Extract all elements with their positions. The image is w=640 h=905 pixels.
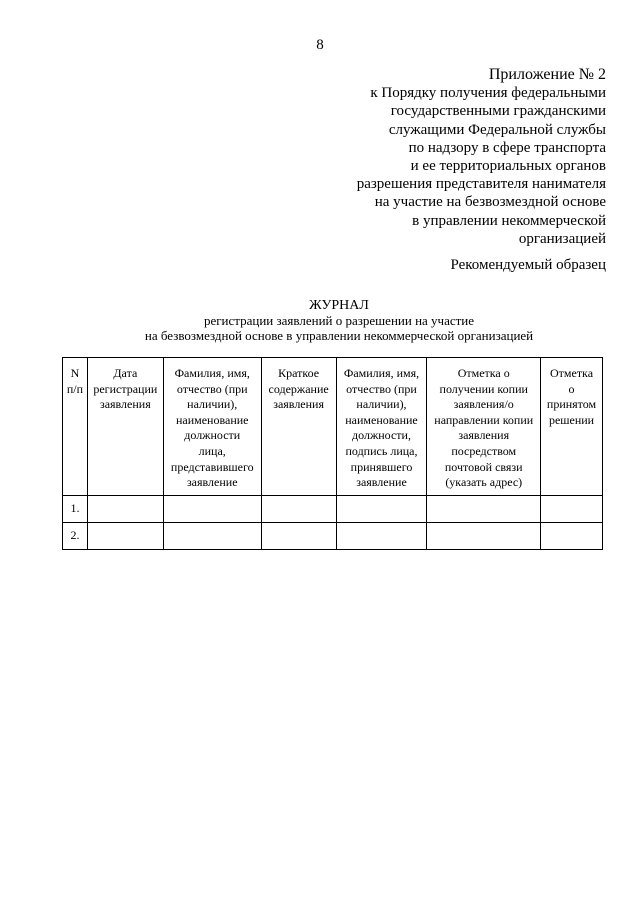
table-cell	[87, 522, 163, 549]
header-text-line: заявление	[356, 475, 407, 490]
journal-title: ЖУРНАЛ	[309, 298, 369, 313]
column-header	[336, 358, 427, 496]
header-text-line: заявление	[186, 475, 238, 490]
header-text-line: заявления	[458, 428, 510, 443]
header-text-line: Краткое	[278, 366, 320, 380]
header-text-line: о	[568, 381, 575, 396]
header-text-line: направлении копии	[434, 412, 534, 427]
table-cell	[427, 522, 541, 549]
register-table	[62, 357, 603, 550]
table-row	[63, 495, 603, 522]
header-text-line: должности	[184, 428, 241, 443]
header-text-line: почтовой связи	[444, 459, 523, 474]
header-text-line: N	[70, 366, 80, 380]
header-text-line: получении копии	[439, 381, 528, 396]
header-text-line: Дата	[113, 366, 138, 380]
table-cell	[336, 522, 427, 549]
journal-subtitle-line: регистрации заявлений о разрешении на участие	[203, 313, 475, 328]
table-cell	[163, 495, 261, 522]
annex-line: к Порядку получения федеральными	[370, 85, 606, 102]
annex-line: по надзору в сфере транспорта	[408, 139, 606, 156]
header-text-line: наличии),	[187, 397, 238, 412]
table-header-row	[63, 358, 603, 496]
annex-block	[286, 66, 606, 248]
header-text-line: заявления	[273, 397, 324, 412]
annex-line: служащими Федеральной службы	[388, 121, 606, 138]
table-row	[63, 522, 603, 549]
header-text-line: отчество (при	[346, 381, 417, 396]
column-header	[261, 358, 336, 496]
header-text-line: заявления/о	[453, 397, 514, 412]
annex-line: на участие на безвозмездной основе	[374, 194, 606, 211]
header-text-line: принятом	[546, 397, 597, 412]
recommended-sample-label: Рекомендуемый образец	[450, 257, 606, 273]
table-cell	[261, 495, 336, 522]
header-text-line: Фамилия, имя,	[343, 366, 420, 380]
table-cell	[541, 522, 603, 549]
header-text-line: наименование	[175, 412, 249, 427]
annex-line: организацией	[518, 230, 606, 247]
header-text-line: принявшего	[350, 459, 413, 474]
header-text-line: подпись лица,	[345, 443, 418, 458]
column-header	[63, 358, 88, 496]
header-text-line: заявления	[99, 397, 151, 412]
header-text-line: содержание	[268, 381, 329, 396]
annex-line: и ее территориальных органов	[410, 158, 606, 175]
annex-line: государственными гражданскими	[390, 103, 606, 120]
table-cell	[427, 495, 541, 522]
row-number: 2.	[63, 522, 88, 549]
header-text-line: (указать адрес)	[445, 475, 523, 490]
header-text-line: посредством	[451, 443, 517, 458]
annex-line: в управлении некоммерческой	[412, 212, 606, 229]
table-cell	[87, 495, 163, 522]
header-text-line: Фамилия, имя,	[174, 366, 250, 380]
annex-line: разрешения представителя нанимателя	[356, 176, 606, 193]
column-header	[163, 358, 261, 496]
header-text-line: наименование	[345, 412, 418, 427]
header-text-line: должности,	[352, 428, 411, 443]
column-header	[427, 358, 541, 496]
table-cell	[541, 495, 603, 522]
header-text-line: отчество (при	[176, 381, 248, 396]
page-number: 8	[316, 37, 324, 53]
header-text-line: регистрации	[93, 381, 158, 396]
row-number: 1.	[63, 495, 88, 522]
annex-title: Приложение № 2	[488, 66, 606, 83]
header-text-line: наличии),	[356, 397, 407, 412]
header-text-line: решении	[548, 412, 595, 427]
header-text-line: лица,	[198, 443, 226, 458]
header-text-line: представившего	[170, 459, 254, 474]
column-header	[87, 358, 163, 496]
table-cell	[163, 522, 261, 549]
table-cell	[336, 495, 427, 522]
journal-heading	[0, 298, 640, 343]
table-cell	[261, 522, 336, 549]
header-text-line: Отметка о	[457, 366, 510, 380]
header-text-line: Отметка	[549, 366, 594, 380]
header-text-line: п/п	[66, 381, 84, 396]
journal-subtitle-line: на безвозмездной основе в управлении некоммерческой организацией	[144, 328, 534, 343]
column-header	[541, 358, 603, 496]
